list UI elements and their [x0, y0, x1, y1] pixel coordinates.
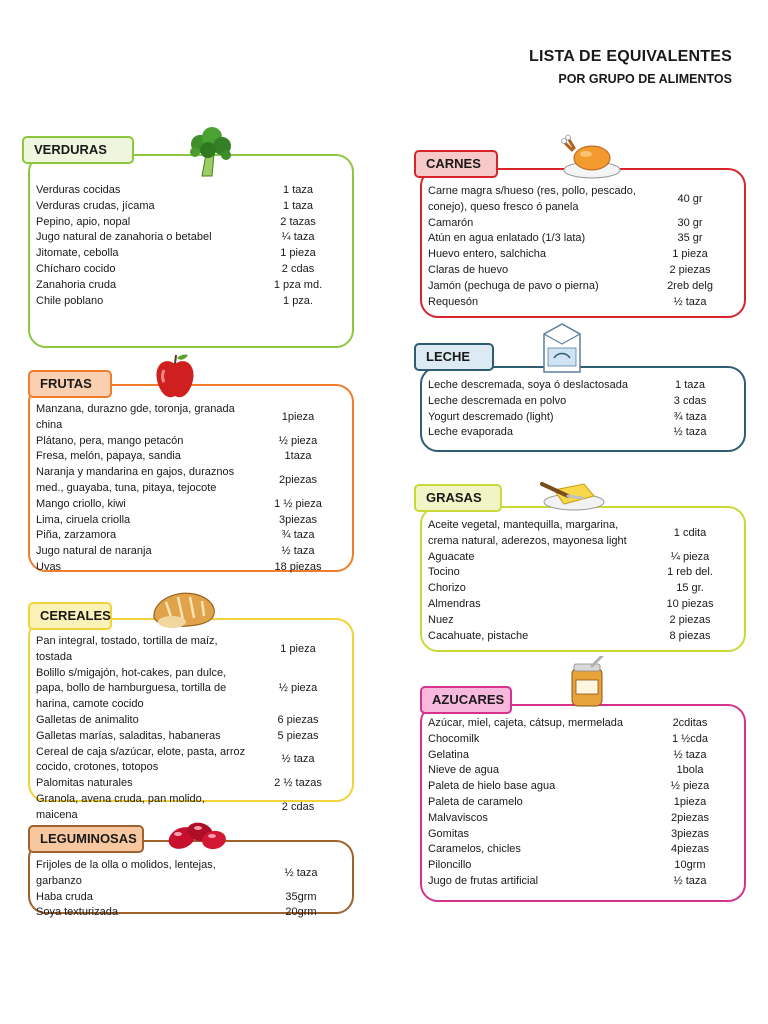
food-quantity: ½ taza — [673, 748, 707, 761]
food-name: Carne magra s/hueso (res, pollo, pescado, conejo), queso fresco ó panela — [428, 185, 636, 213]
list-item — [36, 634, 346, 666]
food-quantity: 1 pieza — [672, 248, 708, 261]
food-name: Leche evaporada — [428, 426, 514, 439]
list-item — [36, 776, 346, 792]
milk-carton-icon — [540, 322, 584, 374]
food-name: Pepino, apio, nopal — [36, 215, 131, 228]
list-item — [428, 565, 738, 581]
food-name: Naranja y mandarina en gajos, duraznos med., guayaba, tuna, pitaya, tejocote — [36, 466, 235, 494]
food-quantity: 2reb delg — [667, 279, 713, 292]
page-title: LISTA DE EQUIVALENTES — [528, 48, 732, 65]
food-quantity: 2 cdas — [281, 800, 315, 813]
list-item — [36, 497, 346, 513]
food-quantity: 1 ½cda — [671, 732, 709, 745]
list-item — [428, 394, 738, 410]
group-box-leche — [420, 366, 746, 452]
list-item — [36, 905, 346, 921]
food-name: Lima, ciruela criolla — [36, 513, 131, 526]
food-name: Chile poblano — [36, 294, 104, 307]
food-name: Palomitas naturales — [36, 777, 133, 790]
list-item — [36, 666, 346, 713]
list-item — [428, 842, 738, 858]
food-quantity: 1 ½ pieza — [274, 497, 322, 510]
group-tag-carnes: CARNES — [414, 150, 498, 178]
group-tag-frutas: FRUTAS — [28, 370, 112, 398]
list-item — [36, 745, 346, 777]
butter-icon — [538, 474, 608, 512]
food-name: Mango criollo, kiwi — [36, 497, 126, 510]
food-quantity: ½ taza — [673, 426, 707, 439]
food-name: Jugo natural de zanahoria o betabel — [36, 231, 212, 244]
food-name: Soya texturizada — [36, 906, 118, 919]
list-item — [36, 449, 346, 465]
food-quantity: ½ pieza — [278, 434, 318, 447]
list-item — [428, 279, 738, 295]
food-name: Jugo natural de naranja — [36, 545, 152, 558]
list-item — [36, 528, 346, 544]
food-quantity: ¾ taza — [281, 529, 315, 542]
group-rows — [36, 402, 346, 576]
list-item — [36, 294, 346, 310]
list-item — [428, 378, 738, 394]
beans-icon — [164, 812, 228, 856]
food-name: Almendras — [428, 597, 481, 610]
food-name: Caramelos, chicles — [428, 843, 521, 856]
jam-jar-icon — [566, 656, 608, 708]
food-quantity: 2 ½ tazas — [274, 777, 322, 790]
group-box-carnes — [420, 168, 746, 318]
food-quantity: 35grm — [285, 890, 317, 903]
food-quantity: 2 piezas — [669, 263, 711, 276]
food-quantity: 1 pza md. — [273, 278, 323, 291]
food-name: Paleta de caramelo — [428, 795, 523, 808]
food-quantity: 6 piezas — [277, 713, 319, 726]
food-quantity: 10grm — [674, 859, 706, 872]
list-item — [428, 518, 738, 550]
food-name: Jitomate, cebolla — [36, 247, 119, 260]
food-quantity: 1 pza. — [283, 294, 313, 307]
food-name: Granola, avena cruda, pan molido, maicena — [36, 792, 205, 821]
list-item — [428, 425, 738, 441]
food-name: Frijoles de la olla o molidos, lentejas, garbanzo — [36, 859, 216, 887]
list-item — [428, 613, 738, 629]
list-item — [36, 199, 346, 215]
list-item — [428, 410, 738, 426]
group-rows — [428, 378, 738, 441]
list-item — [36, 544, 346, 560]
list-item — [36, 858, 346, 890]
group-rows — [36, 634, 346, 824]
food-name: Piloncillo — [428, 859, 472, 872]
list-item — [36, 890, 346, 906]
list-item — [428, 263, 738, 279]
food-quantity: ½ taza — [284, 866, 318, 879]
group-tag-leche: LECHE — [414, 343, 494, 371]
food-quantity: 10 piezas — [666, 597, 714, 610]
list-item — [428, 581, 738, 597]
food-quantity: ½ pieza — [670, 780, 710, 793]
food-name: Jamón (pechuga de pavo o pierna) — [428, 279, 599, 292]
list-item — [36, 246, 346, 262]
food-quantity: 4piezas — [671, 843, 709, 856]
list-item — [36, 513, 346, 529]
food-name: Gomitas — [428, 827, 469, 840]
food-quantity: 40 gr — [677, 192, 703, 205]
apple-icon — [154, 352, 196, 400]
food-name: Jugo de frutas artificial — [428, 874, 539, 887]
food-quantity: 20grm — [285, 906, 317, 919]
food-quantity: 2 tazas — [280, 215, 316, 228]
page-subtitle: POR GRUPO DE ALIMENTOS — [558, 72, 732, 86]
food-name: Haba cruda — [36, 890, 93, 903]
food-name: Aguacate — [428, 550, 475, 563]
food-name: Leche descremada en polvo — [428, 394, 567, 407]
group-box-grasas — [420, 506, 746, 652]
food-name: Piña, zarzamora — [36, 529, 117, 542]
group-tag-grasas: GRASAS — [414, 484, 502, 512]
food-quantity: ½ taza — [673, 295, 707, 308]
group-rows — [36, 858, 346, 921]
food-quantity: 1 cdita — [673, 526, 707, 539]
food-name: Galletas marías, saladitas, habaneras — [36, 729, 221, 742]
food-name: Manzana, durazno gde, toronja, granada china — [36, 403, 235, 431]
list-item — [36, 278, 346, 294]
list-item — [428, 795, 738, 811]
food-quantity: 2piezas — [671, 811, 709, 824]
list-item — [428, 295, 738, 311]
food-name: Cacahuate, pistache — [428, 629, 529, 642]
food-quantity: 1pieza — [673, 795, 707, 808]
food-quantity: 1 pieza — [280, 247, 316, 260]
food-quantity: 8 piezas — [669, 629, 711, 642]
food-name: Verduras cocidas — [36, 184, 121, 196]
food-quantity: 1 taza — [675, 379, 705, 391]
food-quantity: 30 gr — [677, 216, 703, 229]
food-name: Pan integral, tostado, tortilla de maíz, tostada — [36, 635, 218, 663]
list-item — [428, 597, 738, 613]
group-rows — [428, 518, 738, 644]
list-item — [36, 215, 346, 231]
food-quantity: 2 cdas — [281, 262, 315, 275]
food-quantity: 1 taza — [283, 199, 313, 212]
broccoli-icon — [186, 124, 234, 178]
list-item — [36, 262, 346, 278]
roast-chicken-icon — [560, 134, 622, 180]
list-item — [428, 827, 738, 843]
group-rows — [428, 716, 738, 890]
group-box-frutas — [28, 384, 354, 572]
list-item — [428, 216, 738, 232]
bread-icon — [150, 588, 218, 632]
food-quantity: ¼ pieza — [670, 550, 710, 563]
food-name: Tocino — [428, 566, 460, 579]
group-rows — [428, 184, 738, 310]
food-quantity: 3piezas — [671, 827, 709, 840]
food-name: Bolillo s/migajón, hot-cakes, pan dulce, papa, bollo de hamburguesa, tortilla de harina, camote cocido — [36, 666, 227, 711]
list-item — [428, 732, 738, 748]
food-quantity: 1 reb del. — [667, 566, 713, 579]
list-item — [428, 811, 738, 827]
food-quantity: ¾ taza — [673, 410, 707, 423]
food-name: Nieve de agua — [428, 764, 499, 777]
food-name: Chícharo cocido — [36, 262, 116, 275]
group-box-cereales — [28, 618, 354, 821]
group-tag-cereales: CEREALES — [28, 602, 112, 630]
food-name: Verduras crudas, jícama — [36, 199, 155, 212]
food-name: Nuez — [428, 613, 454, 626]
food-quantity: ½ taza — [281, 545, 315, 558]
food-quantity: ½ pieza — [278, 682, 318, 695]
food-name: Plátano, pera, mango petacón — [36, 434, 184, 447]
food-name: Galletas de animalito — [36, 713, 139, 726]
food-quantity: 3 cdas — [673, 394, 707, 407]
list-item — [428, 858, 738, 874]
food-name: Camarón — [428, 216, 474, 229]
food-name: Cereal de caja s/azúcar, elote, pasta, arroz cocido, crotones, totopos — [36, 745, 246, 774]
list-item — [428, 763, 738, 779]
list-item — [428, 550, 738, 566]
list-item — [36, 560, 346, 576]
list-item — [36, 183, 346, 199]
group-rows — [36, 183, 346, 309]
group-tag-leguminosas: LEGUMINOSAS — [28, 825, 144, 853]
food-quantity: 1taza — [284, 450, 312, 463]
list-item — [428, 629, 738, 645]
list-item — [428, 748, 738, 764]
list-item — [36, 402, 346, 434]
food-name: Paleta de hielo base agua — [428, 780, 556, 793]
food-name: Chorizo — [428, 582, 466, 595]
list-item — [428, 247, 738, 263]
group-box-azucares — [420, 704, 746, 902]
list-item — [428, 779, 738, 795]
food-quantity: 15 gr. — [676, 582, 704, 595]
food-name: Fresa, melón, papaya, sandia — [36, 450, 181, 463]
food-quantity: ¼ taza — [281, 231, 315, 244]
food-quantity: 2 piezas — [669, 613, 711, 626]
food-name: Uvas — [36, 560, 62, 573]
food-name: Huevo entero, salchicha — [428, 248, 547, 261]
food-quantity: ½ taza — [281, 753, 315, 766]
group-tag-azucares: AZUCARES — [420, 686, 512, 714]
food-name: Gelatina — [428, 748, 469, 761]
list-item — [36, 729, 346, 745]
food-quantity: 1bola — [676, 764, 704, 777]
food-name: Claras de huevo — [428, 263, 509, 276]
food-name: Chocomilk — [428, 732, 480, 745]
food-name: Atún en agua enlatado (1/3 lata) — [428, 232, 586, 245]
food-name: Requesón — [428, 295, 479, 308]
list-item — [36, 230, 346, 246]
list-item — [428, 231, 738, 247]
list-item — [36, 434, 346, 450]
food-name: Zanahoria cruda — [36, 278, 117, 291]
food-name: Leche descremada, soya ó deslactosada — [428, 379, 628, 391]
food-name: Yogurt descremado (light) — [428, 410, 554, 423]
food-name: Aceite vegetal, mantequilla, margarina, crema natural, aderezos, mayonesa light — [428, 519, 627, 547]
list-item — [36, 713, 346, 729]
food-quantity: ½ taza — [673, 874, 707, 887]
food-quantity: 2piezas — [279, 474, 317, 487]
food-name: Malvaviscos — [428, 811, 488, 824]
list-item — [428, 874, 738, 890]
food-quantity: 2cditas — [672, 717, 708, 729]
food-quantity: 1pieza — [281, 410, 315, 423]
food-quantity: 1 taza — [283, 184, 313, 196]
food-quantity: 18 piezas — [274, 560, 322, 573]
food-quantity: 1 pieza — [280, 642, 316, 655]
group-box-verduras — [28, 154, 354, 348]
food-quantity: 3piezas — [279, 513, 317, 526]
list-item — [36, 465, 346, 497]
food-quantity: 35 gr — [677, 232, 703, 245]
food-quantity: 5 piezas — [277, 729, 319, 742]
food-name: Azúcar, miel, cajeta, cátsup, mermelada — [428, 717, 624, 729]
group-tag-verduras: VERDURAS — [22, 136, 134, 164]
list-item — [428, 716, 738, 732]
list-item — [428, 184, 738, 216]
